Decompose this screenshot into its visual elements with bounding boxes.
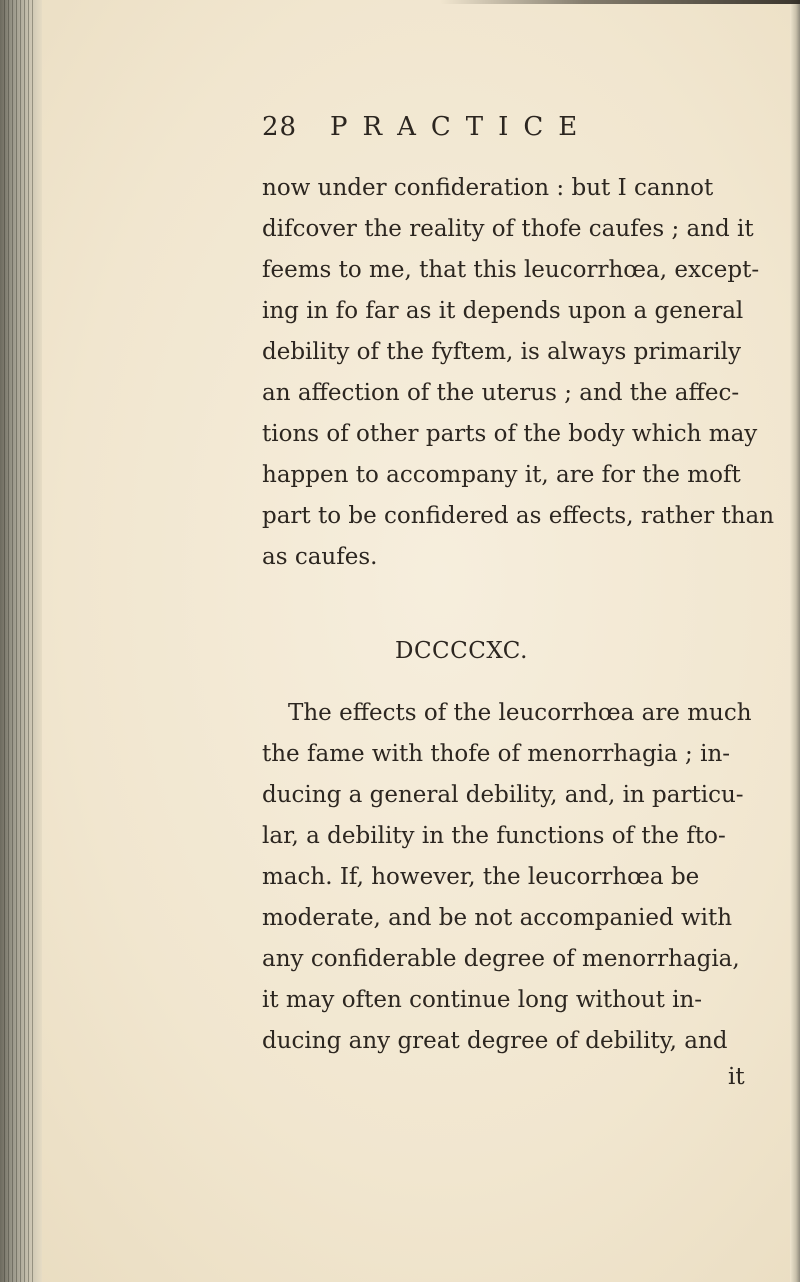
text-line: The effects of the leucorrhœa are much	[288, 700, 752, 726]
text-line: lar, a debility in the functions of the fto-	[262, 823, 726, 849]
text-line: debility of the fyftem, is always primarily	[262, 339, 741, 365]
text-line: mach. If, however, the leucorrhœa be	[262, 864, 700, 890]
text-line: ing in fo far as it depends upon a general	[262, 298, 744, 324]
page-edge	[790, 0, 800, 1282]
running-title: PRACTICE	[330, 112, 593, 142]
text-line: now under confideration : but I cannot	[262, 175, 714, 201]
text-line: tions of other parts of the body which may	[262, 421, 758, 447]
text-line: an affection of the uterus ; and the affec-	[262, 380, 740, 406]
top-edge-shadow	[440, 0, 800, 4]
text-line: ducing a general debility, and, in particu-	[262, 782, 744, 808]
text-line: it may often continue long without in-	[262, 987, 703, 1013]
text-line: feems to me, that this leucorrhœa, except-	[262, 257, 760, 283]
text-line: difcover the reality of thofe caufes ; and it	[262, 216, 754, 242]
text-line: as caufes.	[262, 544, 378, 570]
text-line: ducing any great degree of debility, and	[262, 1028, 728, 1054]
text-line: happen to accompany it, are for the moft	[262, 462, 741, 488]
text-line: moderate, and be not accompanied with	[262, 905, 733, 931]
section-number: DCCCCXC.	[395, 638, 528, 664]
text-line: any confiderable degree of menorrhagia,	[262, 946, 740, 972]
text-line: the fame with thofe of menorrhagia ; in-	[262, 741, 731, 767]
page-header	[262, 112, 682, 152]
text-line: part to be confidered as effects, rather than	[262, 503, 775, 529]
binding-texture	[4, 0, 34, 1282]
page-number: 28	[262, 112, 298, 142]
catchword: it	[728, 1064, 745, 1090]
